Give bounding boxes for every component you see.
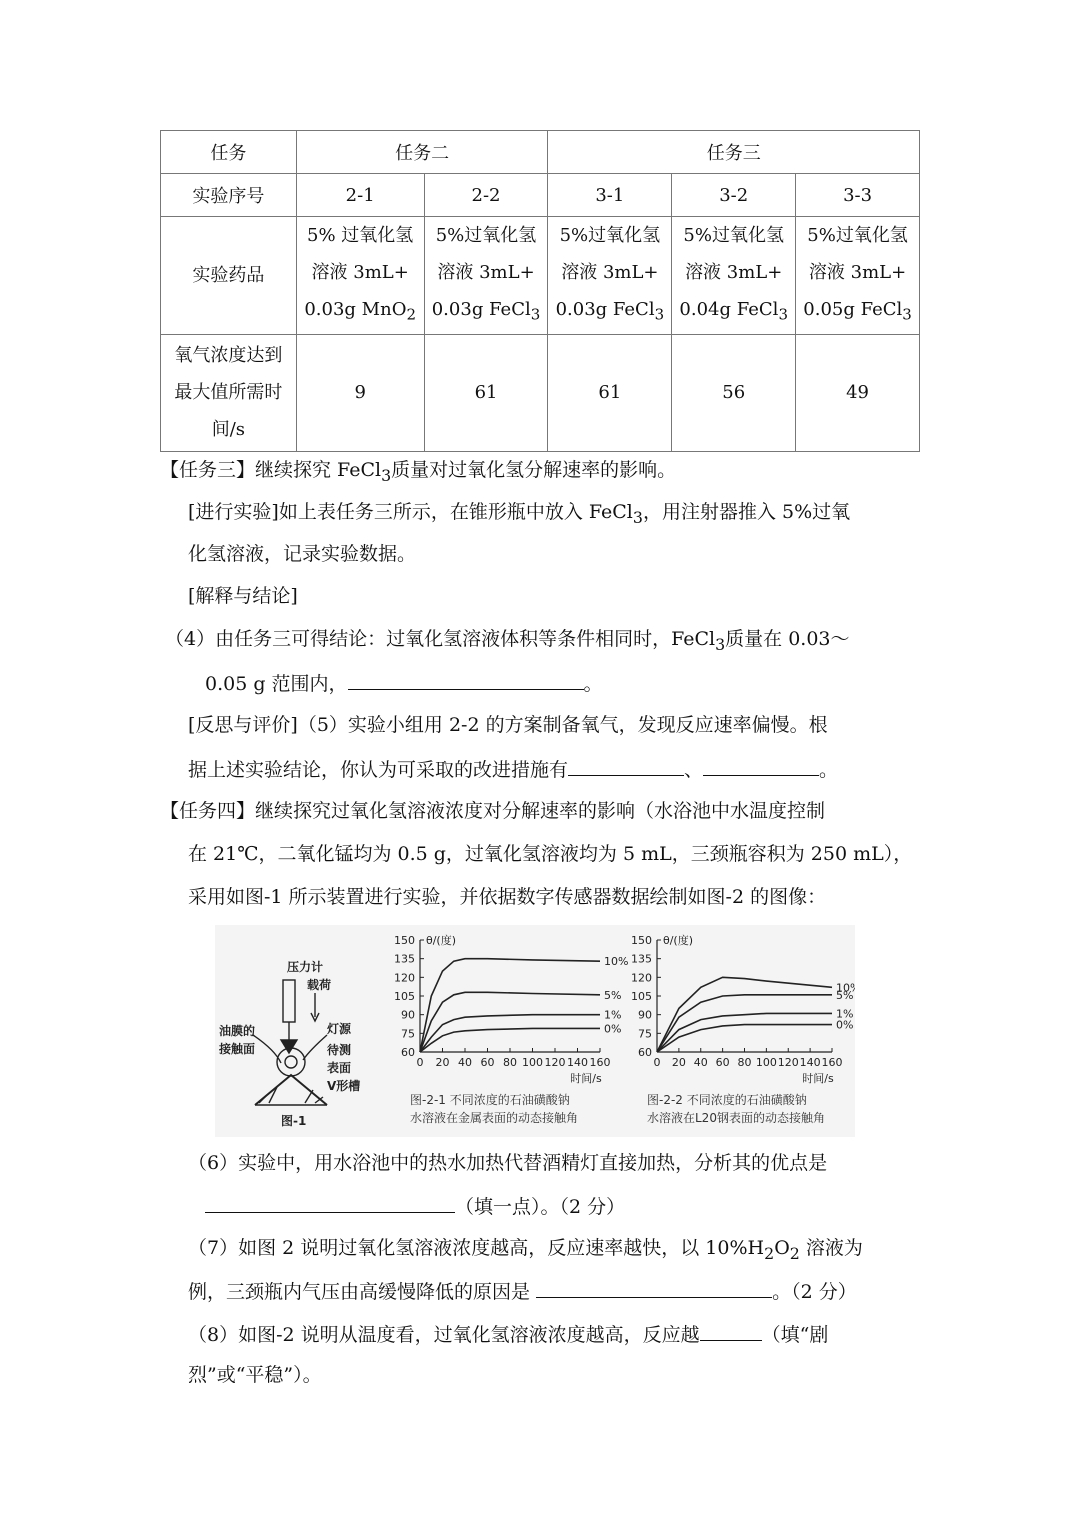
question-7-line-2: [188, 1275, 857, 1307]
table-cell: [796, 217, 920, 335]
series-label: 0%: [604, 1022, 622, 1036]
task4-line-3: 采用如图-1 所示装置进行实验，并依据数字传感器数据绘制如图-2 的图像：: [188, 886, 827, 908]
table-cell: [548, 217, 672, 335]
y-tick-label: 75: [401, 1027, 415, 1041]
x-tick-label: 0: [416, 1056, 424, 1069]
table-header-row: [161, 131, 920, 174]
chart-caption: 图-2-2 不同浓度的石油磺酸钠: [647, 1093, 807, 1107]
text-run: ，用注射器推入 5%过氧: [642, 501, 851, 523]
cell-line: 溶液 3mL+: [808, 262, 907, 283]
series-label: 5%: [604, 988, 622, 1002]
y-tick-label: 135: [394, 952, 415, 966]
subscript: 2: [789, 1243, 800, 1263]
subscript: 3: [530, 305, 541, 324]
figure-1-caption: 图-1: [281, 1114, 307, 1128]
table-cell: 实验序号: [161, 174, 297, 217]
figure-svg: [215, 925, 855, 1137]
x-tick-label: 120: [777, 1056, 799, 1069]
task4-line-2: 在 21℃，二氧化锰均为 0.5 g，过氧化氢溶液均为 5 mL，三颈瓶容积为 250 mL），: [188, 843, 913, 865]
table-cell: [296, 217, 424, 335]
cell-line: 5%过氧化氢: [807, 225, 908, 246]
experiment-line-1: [188, 497, 850, 533]
cell-line: 0.05g FeCl: [803, 299, 903, 320]
text-run: 、: [684, 759, 704, 781]
cell-line: 5%过氧化氢: [559, 225, 661, 246]
x-tick-label: 160: [821, 1056, 843, 1069]
text-run: 溶液为: [799, 1237, 863, 1259]
question-4-line-1: [165, 624, 850, 660]
answer-blank[interactable]: [536, 1275, 772, 1298]
experiment-line-2: 化氢溶液，记录实验数据。: [188, 543, 417, 565]
series-label: 5%: [836, 988, 854, 1002]
explain-heading: [解释与结论]: [188, 585, 298, 607]
x-tick-label: 100: [522, 1056, 543, 1069]
question-5-line-2: [188, 753, 838, 785]
figure-group: [215, 925, 855, 1137]
table-cell: 2-2: [424, 174, 548, 217]
subscript: 2: [406, 305, 416, 324]
y-tick-label: 60: [401, 1046, 415, 1059]
table-cell: 任务三: [548, 131, 920, 174]
y-tick-label: 75: [638, 1027, 652, 1041]
x-tick-label: 40: [693, 1056, 708, 1069]
x-tick-label: 0: [653, 1056, 661, 1069]
series-label: 0%: [836, 1018, 854, 1032]
cell-line: 5%过氧化氢: [435, 225, 537, 246]
chart-caption: 水溶液在L20钢表面的动态接触角: [647, 1111, 825, 1125]
answer-blank[interactable]: [348, 667, 584, 690]
question-6-line-1: （6）实验中，用水浴池中的热水加热代替酒精灯直接加热，分析其的优点是: [188, 1152, 828, 1174]
series-label: 1%: [604, 1008, 622, 1022]
text-run: 质量对过氧化氢分解速率的影响。: [391, 459, 677, 481]
y-tick-label: 90: [638, 1008, 652, 1022]
table-cell: 61: [548, 334, 672, 451]
x-tick-label: 40: [458, 1056, 472, 1069]
text-run: （8）如图-2 说明从温度看，过氧化氢溶液浓度越高，反应越: [188, 1324, 700, 1346]
subscript: 3: [381, 465, 392, 485]
chart-caption: 图-2-1 不同浓度的石油磺酸钠: [410, 1093, 570, 1107]
table-cell: 3-2: [672, 174, 796, 217]
x-tick-label: 140: [799, 1056, 821, 1069]
x-tick-label: 60: [715, 1056, 730, 1069]
text-run: 。（2 分）: [772, 1281, 857, 1303]
table-cell: 49: [796, 334, 920, 451]
x-tick-label: 100: [755, 1056, 777, 1069]
subscript: 3: [778, 305, 788, 324]
cell-line: 最大值所需时: [174, 382, 283, 404]
x-tick-label: 20: [671, 1056, 686, 1069]
text-run: 继续探究 FeCl: [255, 459, 382, 481]
cell-line: 5%过氧化氢: [683, 225, 784, 246]
task3-heading: [160, 455, 676, 491]
question-4-line-2: [205, 667, 603, 699]
table-cell: 任务: [161, 131, 297, 174]
table-cell: 61: [424, 334, 548, 451]
series-label: 10: [836, 981, 850, 995]
table-cell: 2-1: [296, 174, 424, 217]
question-6-line-2: [205, 1190, 625, 1222]
table-cell: [424, 217, 548, 335]
text-run: （7）如图 2 说明过氧化氢溶液浓度越高，反应速率越快，以 10%H: [188, 1237, 765, 1259]
x-tick-label: 160: [589, 1056, 611, 1069]
answer-blank[interactable]: [568, 753, 684, 776]
answer-blank[interactable]: [205, 1190, 455, 1213]
label-load: 载荷: [307, 978, 332, 992]
text-run: 据上述实验结论，你认为可采取的改进措施有: [188, 759, 569, 781]
y-tick-label: 135: [631, 952, 652, 966]
subscript: 3: [654, 305, 665, 324]
y-tick-label: 105: [631, 990, 652, 1003]
text-run: O: [774, 1237, 790, 1259]
cell-line: 氧气浓度达到: [174, 345, 283, 367]
text-run: 0.05 g 范围内，: [205, 673, 348, 695]
text-run: （4）由任务三可得结论：过氧化氢溶液体积等条件相同时，FeCl: [165, 628, 716, 650]
task3-title: 【任务三】: [160, 459, 256, 481]
cell-line: 溶液 3mL+: [311, 262, 409, 283]
text-run: 质量在 0.03～: [725, 628, 850, 650]
cell-line: 0.03g FeCl: [555, 299, 655, 320]
text-run: （填一点）。（2 分）: [455, 1196, 626, 1218]
y-tick-label: 105: [394, 990, 415, 1003]
label-pressure: 压力计: [287, 960, 324, 974]
label-light: 灯源: [327, 1022, 352, 1036]
table-row: [161, 217, 920, 335]
cell-line: 0.03g FeCl: [431, 299, 531, 320]
text-run: 。: [819, 759, 839, 781]
x-tick-label: 60: [480, 1056, 495, 1069]
text-run: [进行实验]如上表任务三所示，在锥形瓶中放入 FeCl: [188, 501, 633, 523]
label-measure: 待测: [327, 1043, 352, 1057]
x-tick-label: 80: [737, 1056, 752, 1069]
x-tick-label: 120: [544, 1056, 566, 1069]
cell-line: 间/s: [211, 419, 246, 441]
label-vgroove: V形槽: [327, 1079, 361, 1093]
table-cell: 9: [296, 334, 424, 451]
x-tick-label: 80: [503, 1056, 517, 1069]
table-row: [161, 334, 920, 451]
subscript: 2: [764, 1243, 775, 1263]
cell-line: 5% 过氧化氢: [307, 225, 414, 246]
y-axis-label: θ/(度): [663, 934, 694, 947]
y-tick-label: 150: [631, 934, 652, 947]
y-tick-label: 90: [401, 1008, 415, 1022]
series-label: 10%: [604, 955, 629, 969]
cell-line: 0.03g MnO: [304, 299, 407, 320]
text-run: 例，三颈瓶内气压由高缓慢降低的原因是: [188, 1281, 531, 1303]
table-cell: 56: [672, 334, 796, 451]
question-5-line-1: [反思与评价]（5）实验小组用 2-2 的方案制备氧气，发现反应速率偏慢。根: [188, 714, 828, 736]
series-label: 1%: [836, 1007, 854, 1021]
x-tick-label: 20: [435, 1056, 450, 1069]
x-axis-label: 时间/s: [570, 1072, 602, 1085]
x-axis-label: 时间/s: [802, 1072, 834, 1085]
question-8-line-2: 烈”或“平稳”）。: [188, 1364, 322, 1386]
label-contact: 接触面: [219, 1042, 256, 1056]
label-oil: 油膜的: [219, 1024, 256, 1038]
y-tick-label: 60: [638, 1046, 652, 1059]
text-run: 。: [583, 673, 603, 695]
cell-line: 溶液 3mL+: [561, 262, 659, 283]
y-tick-label: 150: [394, 934, 415, 947]
table-cell: [161, 334, 297, 451]
subscript: 3: [715, 634, 726, 654]
text-run: （填“剧: [761, 1324, 829, 1346]
chart-caption: 水溶液在金属表面的动态接触角: [410, 1111, 579, 1125]
y-tick-label: 120: [394, 971, 415, 985]
cell-line: 溶液 3mL+: [685, 262, 783, 283]
table-cell: 3-3: [796, 174, 920, 217]
y-axis-label: θ/(度): [426, 934, 457, 947]
experiment-table: [160, 130, 920, 452]
table-cell: [672, 217, 796, 335]
table-cell: 任务二: [296, 131, 548, 174]
cell-line: 0.04g FeCl: [679, 299, 779, 320]
question-8-line-1: [188, 1318, 828, 1350]
task4-line-1: 【任务四】继续探究过氧化氢溶液浓度对分解速率的影响（水浴池中水温度控制: [160, 800, 826, 822]
table-cell: 3-1: [548, 174, 672, 217]
subscript: 3: [902, 305, 912, 324]
y-tick-label: 120: [631, 971, 652, 985]
subscript: 3: [632, 507, 643, 527]
question-7-line-1: [188, 1233, 863, 1269]
table-row: [161, 174, 920, 217]
answer-blank[interactable]: [703, 753, 819, 776]
x-tick-label: 140: [567, 1056, 588, 1069]
answer-blank[interactable]: [700, 1318, 762, 1341]
table-cell: 实验药品: [161, 217, 297, 335]
cell-line: 溶液 3mL+: [437, 262, 535, 283]
label-surface: 表面: [327, 1061, 352, 1075]
